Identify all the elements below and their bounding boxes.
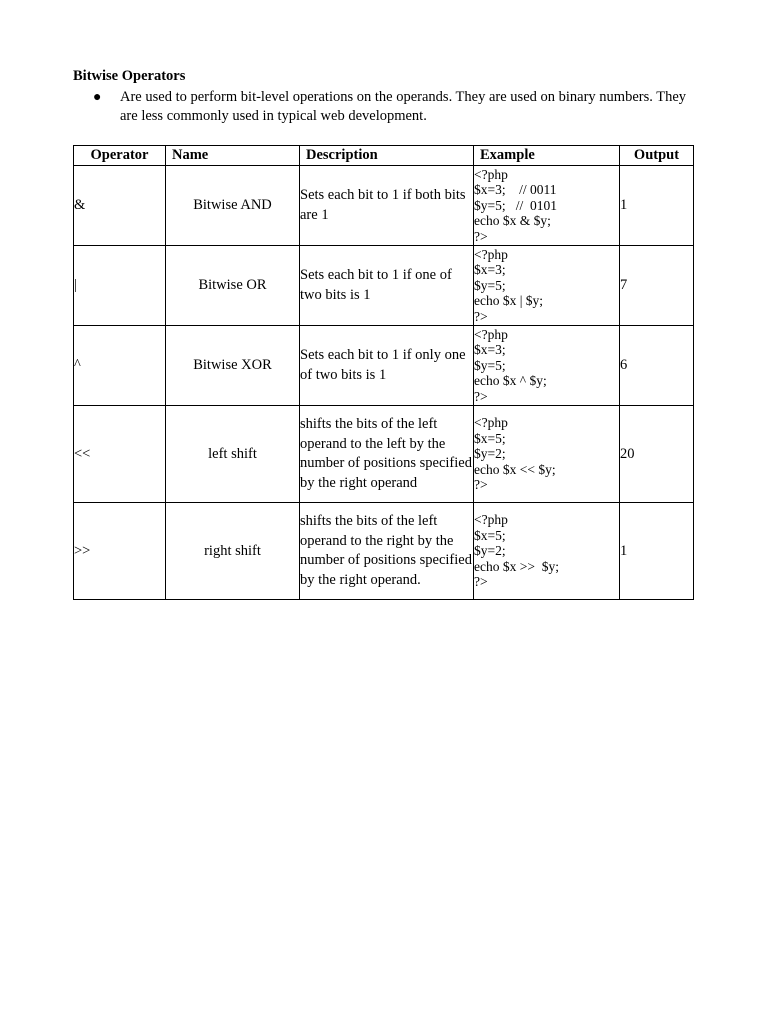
operator-cell: | xyxy=(74,246,166,326)
code-line: <?php xyxy=(474,166,508,182)
description-cell: shifts the bits of the left operand to the left by the number of positions specified by the right operand xyxy=(300,406,474,503)
bullet-text: Are used to perform bit-level operations on the operands. They are used on binary numbers. They are less commonly used in typical web development. xyxy=(120,89,687,124)
header-output: Output xyxy=(620,146,694,166)
example-cell xyxy=(474,406,620,503)
code-line: <?php xyxy=(474,415,508,431)
description-cell: Sets each bit to 1 if only one of two bits is 1 xyxy=(300,326,474,406)
bitwise-operators-table xyxy=(73,145,694,600)
bullet-icon: ● xyxy=(93,90,102,105)
table-row xyxy=(74,326,694,406)
name-cell: Bitwise AND xyxy=(166,166,300,246)
header-operator: Operator xyxy=(74,146,166,166)
table-header-row xyxy=(74,146,694,166)
output-cell: 7 xyxy=(620,246,694,326)
bullet-list-item xyxy=(93,88,703,126)
header-name: Name xyxy=(166,146,300,166)
code-line: $x=3; xyxy=(474,342,506,358)
output-cell: 1 xyxy=(620,166,694,246)
code-line: ?> xyxy=(474,574,488,590)
operator-cell: ^ xyxy=(74,326,166,406)
operator-cell: & xyxy=(74,166,166,246)
table-row xyxy=(74,503,694,600)
code-line: ?> xyxy=(474,388,488,404)
code-line: echo $x << $y; xyxy=(474,461,556,477)
example-cell xyxy=(474,166,620,246)
code-line: echo $x | $y; xyxy=(474,293,544,309)
code-line: ?> xyxy=(474,228,488,244)
code-line: ?> xyxy=(474,477,488,493)
code-line: $y=5; // 0101 xyxy=(474,197,557,213)
code-line: echo $x >> $y; xyxy=(474,558,559,574)
code-line: echo $x & $y; xyxy=(474,213,551,229)
table-row xyxy=(74,166,694,246)
table-row xyxy=(74,246,694,326)
section-heading: Bitwise Operators xyxy=(73,68,186,84)
description-cell: shifts the bits of the left operand to the right by the number of positions specified by the right operand. xyxy=(300,503,474,600)
output-cell: 1 xyxy=(620,503,694,600)
code-line: <?php xyxy=(474,246,508,262)
operator-cell: << xyxy=(74,406,166,503)
header-example: Example xyxy=(474,146,620,166)
code-line: $x=5; xyxy=(474,430,506,446)
name-cell: Bitwise OR xyxy=(166,246,300,326)
code-line: $y=2; xyxy=(474,543,506,559)
code-line: ?> xyxy=(474,308,488,324)
code-line: $y=5; xyxy=(474,277,506,293)
example-cell xyxy=(474,503,620,600)
output-cell: 6 xyxy=(620,326,694,406)
code-line: $x=5; xyxy=(474,527,506,543)
code-line: $y=5; xyxy=(474,357,506,373)
description-cell: Sets each bit to 1 if both bits are 1 xyxy=(300,166,474,246)
code-line: echo $x ^ $y; xyxy=(474,373,547,389)
description-cell: Sets each bit to 1 if one of two bits is 1 xyxy=(300,246,474,326)
operator-cell: >> xyxy=(74,503,166,600)
code-line: $y=2; xyxy=(474,446,506,462)
code-line: $x=3; xyxy=(474,262,506,278)
name-cell: Bitwise XOR xyxy=(166,326,300,406)
example-cell xyxy=(474,326,620,406)
code-line: <?php xyxy=(474,512,508,528)
example-cell xyxy=(474,246,620,326)
code-line: $x=3; // 0011 xyxy=(474,182,557,198)
name-cell: right shift xyxy=(166,503,300,600)
header-description: Description xyxy=(300,146,474,166)
code-line: <?php xyxy=(474,326,508,342)
output-cell: 20 xyxy=(620,406,694,503)
name-cell: left shift xyxy=(166,406,300,503)
table-row xyxy=(74,406,694,503)
